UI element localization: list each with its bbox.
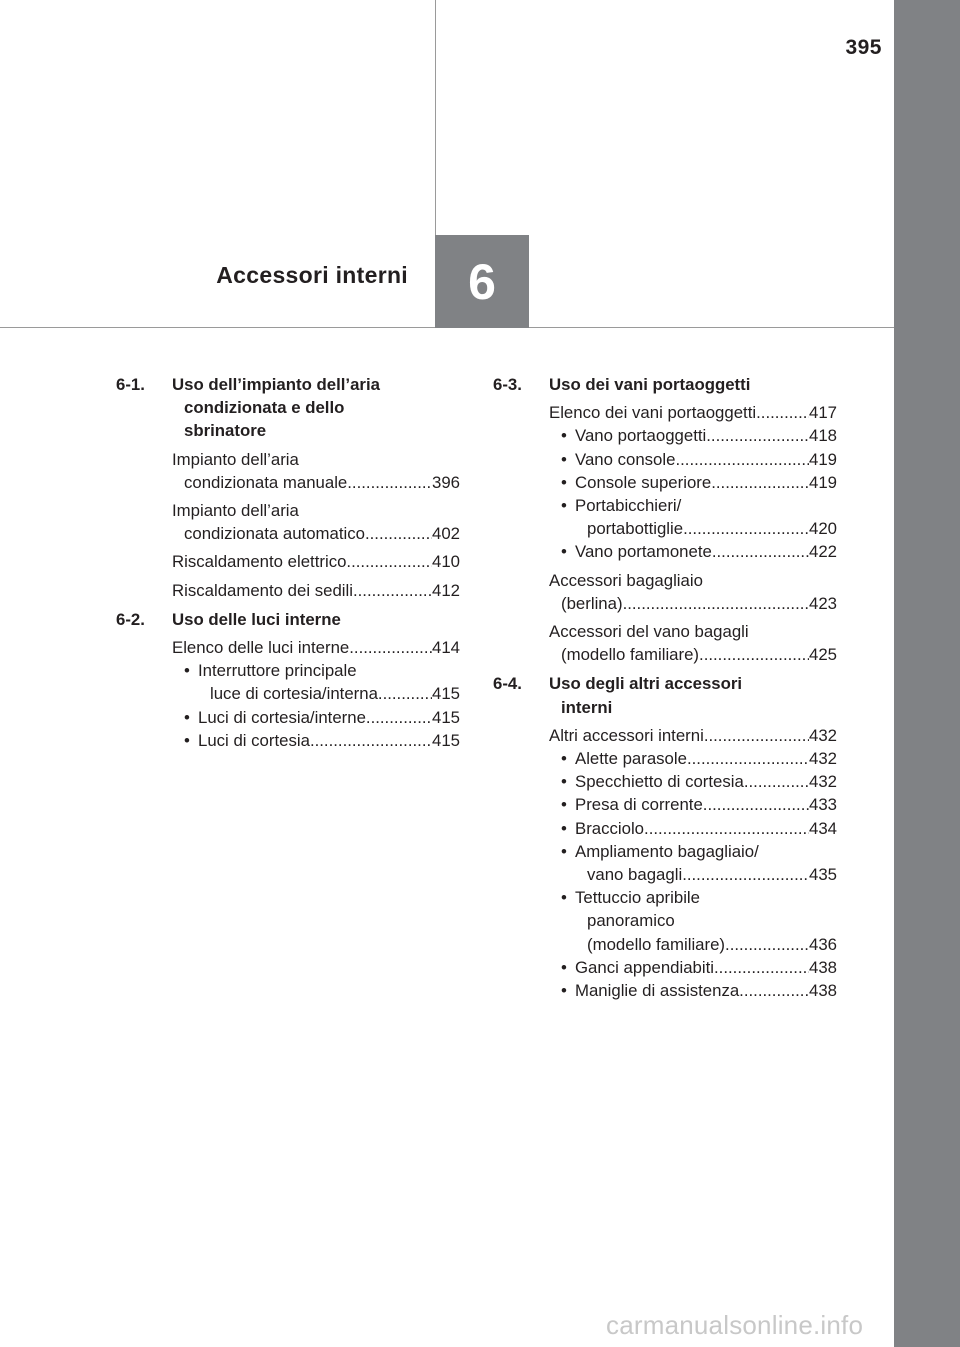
dot-leader bbox=[353, 579, 432, 602]
toc-subentry[interactable] bbox=[561, 979, 837, 1002]
dot-leader bbox=[714, 956, 809, 979]
toc-entry-line bbox=[172, 636, 460, 659]
dot-leader bbox=[347, 471, 432, 494]
toc-subentry-line bbox=[561, 747, 837, 770]
toc-entry-text: Elenco delle luci interne bbox=[172, 638, 350, 658]
toc-subentry-text: Tettuccio apribile bbox=[575, 888, 700, 908]
toc-entry-line bbox=[172, 448, 460, 471]
toc-subentry[interactable] bbox=[561, 747, 837, 770]
toc-subentry-text: Specchietto di cortesia bbox=[575, 772, 744, 792]
page-ref: 432 bbox=[809, 725, 837, 745]
dot-leader bbox=[683, 517, 809, 540]
toc-entry-text: (modello familiare) bbox=[561, 645, 700, 665]
toc-subentry[interactable] bbox=[561, 793, 837, 816]
toc-subentry-text: panoramico bbox=[587, 911, 675, 931]
section-number: 6-3. bbox=[493, 375, 522, 394]
toc-entry[interactable] bbox=[172, 499, 460, 545]
watermark-suffix: .info bbox=[813, 1310, 864, 1340]
bullet-icon: • bbox=[561, 496, 567, 516]
toc-subentries bbox=[561, 747, 837, 1002]
watermark-logo[interactable] bbox=[606, 1310, 863, 1341]
dot-leader bbox=[349, 636, 432, 659]
watermark-text: carmanualsonline bbox=[606, 1310, 813, 1340]
section-title-line: sbrinatore bbox=[184, 421, 267, 441]
toc-subentry-line bbox=[184, 659, 460, 682]
dot-leader bbox=[687, 747, 809, 770]
chapter-sidebar-strip bbox=[894, 0, 960, 1347]
toc-entry[interactable] bbox=[172, 579, 460, 602]
section-title bbox=[549, 672, 837, 718]
page-ref: 432 bbox=[809, 772, 837, 792]
page-ref: 419 bbox=[809, 472, 837, 492]
section-title-line: interni bbox=[561, 697, 613, 717]
toc-subentry-line bbox=[561, 933, 837, 956]
bullet-icon: • bbox=[561, 472, 567, 492]
section-number: 6-2. bbox=[116, 609, 145, 629]
toc-subentry[interactable] bbox=[561, 886, 837, 956]
section-title-line: Uso dei vani portaoggetti bbox=[549, 375, 751, 394]
toc-section bbox=[493, 672, 837, 1002]
toc-entry-line bbox=[549, 592, 837, 615]
dot-leader bbox=[711, 471, 809, 494]
toc-subentry-text: portabottiglie bbox=[587, 519, 684, 539]
page-ref: 410 bbox=[432, 552, 460, 572]
dot-leader bbox=[675, 448, 809, 471]
toc-entry-line bbox=[549, 724, 837, 747]
bullet-icon: • bbox=[561, 542, 567, 562]
bullet-icon: • bbox=[561, 957, 567, 977]
dot-leader bbox=[704, 724, 809, 747]
bullet-icon: • bbox=[561, 841, 567, 861]
section-heading[interactable] bbox=[116, 373, 460, 443]
dot-leader bbox=[699, 643, 809, 666]
toc-subentry[interactable] bbox=[561, 956, 837, 979]
toc-entry-text: Riscaldamento dei sedili bbox=[172, 580, 353, 600]
page-ref: 433 bbox=[809, 795, 837, 815]
bullet-icon: • bbox=[561, 449, 567, 469]
toc-subentry[interactable] bbox=[184, 729, 460, 752]
toc-subentry-text: Ganci appendiabiti bbox=[575, 957, 715, 977]
toc-entry-text: Accessori bagagliaio bbox=[549, 570, 703, 590]
toc-subentry-line bbox=[561, 817, 837, 840]
page-ref: 422 bbox=[809, 542, 837, 562]
toc-entry-text: condizionata manuale bbox=[184, 472, 348, 492]
toc-subentry-line bbox=[561, 909, 837, 932]
dot-leader bbox=[310, 729, 432, 752]
toc-subentry-line bbox=[184, 682, 460, 705]
toc-subentry[interactable] bbox=[561, 471, 837, 494]
section-title-line: Uso degli altri accessori bbox=[549, 674, 743, 694]
page-ref: 418 bbox=[809, 426, 837, 446]
section-title-line: Uso delle luci interne bbox=[172, 609, 341, 629]
chapter-number-box: 6 bbox=[435, 235, 529, 328]
toc-entry[interactable] bbox=[549, 401, 837, 563]
bullet-icon: • bbox=[184, 730, 190, 750]
toc-subentry-line bbox=[561, 979, 837, 1002]
toc-entry[interactable] bbox=[172, 636, 460, 752]
toc-entry-line bbox=[172, 550, 460, 573]
toc-entry-line bbox=[549, 569, 837, 592]
page-ref: 412 bbox=[432, 580, 460, 600]
toc-subentry[interactable] bbox=[561, 448, 837, 471]
section-number: 6-1. bbox=[116, 375, 145, 394]
dot-leader bbox=[644, 817, 809, 840]
toc-subentry-text: Maniglie di assistenza bbox=[575, 981, 740, 1001]
toc-entry-line bbox=[172, 499, 460, 522]
toc-subentry-line bbox=[561, 770, 837, 793]
toc-entry-text: Impianto dell’aria bbox=[172, 449, 299, 469]
toc-subentry[interactable] bbox=[561, 424, 837, 447]
toc-entry-line bbox=[549, 643, 837, 666]
toc-subentry-text: Portabicchieri/ bbox=[575, 496, 682, 516]
toc-subentry[interactable] bbox=[184, 659, 460, 705]
toc-entry-line bbox=[549, 620, 837, 643]
page-ref: 434 bbox=[809, 818, 837, 838]
toc-subentry-line bbox=[561, 494, 837, 517]
dot-leader bbox=[623, 592, 809, 615]
toc-subentry-text: (modello familiare) bbox=[587, 934, 726, 954]
bullet-icon: • bbox=[184, 661, 190, 681]
page-ref: 419 bbox=[809, 449, 837, 469]
section-heading[interactable] bbox=[116, 608, 460, 631]
bullet-icon: • bbox=[561, 818, 567, 838]
toc-subentry-text: Console superiore bbox=[575, 472, 712, 492]
toc-subentry-text: Presa di corrente bbox=[575, 795, 703, 815]
toc-subentry-text: Vano console bbox=[575, 449, 676, 469]
page-ref: 423 bbox=[809, 593, 837, 613]
page-number: 395 bbox=[845, 36, 882, 59]
dot-leader bbox=[706, 424, 809, 447]
toc-entry-text: Elenco dei vani portaoggetti bbox=[549, 403, 757, 423]
toc-entry-text: Altri accessori interni bbox=[549, 725, 704, 745]
toc-subentry[interactable] bbox=[561, 817, 837, 840]
dot-leader bbox=[365, 522, 432, 545]
page-ref: 436 bbox=[809, 934, 837, 954]
toc-entry[interactable] bbox=[172, 550, 460, 573]
toc-subentry[interactable] bbox=[184, 706, 460, 729]
toc-entry-line bbox=[172, 522, 460, 545]
toc-subentry[interactable] bbox=[561, 770, 837, 793]
section-title-line: Uso dell’impianto dell’aria bbox=[172, 375, 380, 394]
toc-subentry[interactable] bbox=[561, 540, 837, 563]
section-title bbox=[172, 373, 460, 443]
dot-leader bbox=[703, 793, 809, 816]
page-ref: 420 bbox=[809, 519, 837, 539]
dot-leader bbox=[378, 682, 432, 705]
bullet-icon: • bbox=[561, 426, 567, 446]
page-ref: 438 bbox=[809, 981, 837, 1001]
toc-column-left bbox=[116, 373, 460, 758]
toc-subentry-text: Luci di cortesia bbox=[198, 730, 310, 750]
bullet-icon: • bbox=[561, 749, 567, 769]
toc-subentry-line bbox=[561, 424, 837, 447]
section-title-line: condizionata e dello bbox=[184, 398, 345, 418]
dot-leader bbox=[744, 770, 809, 793]
toc-subentry-line bbox=[561, 517, 837, 540]
toc-subentry-text: Vano portaoggetti bbox=[575, 426, 707, 446]
toc-subentry-line bbox=[561, 863, 837, 886]
bullet-icon: • bbox=[561, 888, 567, 908]
page-ref: 402 bbox=[432, 524, 460, 544]
page-ref: 415 bbox=[432, 730, 460, 750]
toc-subentry-line bbox=[561, 793, 837, 816]
toc-subentry-text: Bracciolo bbox=[575, 818, 645, 838]
toc-entry-text: Riscaldamento elettrico bbox=[172, 552, 347, 572]
toc-subentry-line bbox=[561, 471, 837, 494]
dot-leader bbox=[725, 933, 809, 956]
toc-subentry-line bbox=[561, 840, 837, 863]
page-ref: 438 bbox=[809, 957, 837, 977]
toc-subentry-line bbox=[561, 540, 837, 563]
page-ref: 415 bbox=[432, 707, 460, 727]
toc-subentry[interactable] bbox=[561, 494, 837, 540]
toc-subentry-text: Alette parasole bbox=[575, 749, 687, 769]
toc-entry-text: (berlina) bbox=[561, 593, 623, 613]
section-title bbox=[549, 373, 837, 396]
toc-entry[interactable] bbox=[549, 724, 837, 1002]
toc-subentry-text: luce di cortesia/interna bbox=[210, 684, 378, 704]
toc-entry-line bbox=[172, 471, 460, 494]
toc-subentry-line bbox=[561, 886, 837, 909]
page-ref: 425 bbox=[809, 645, 837, 665]
toc-subentry-text: vano bagagli bbox=[587, 865, 683, 885]
section-number: 6-4. bbox=[493, 674, 522, 694]
toc-subentries bbox=[184, 659, 460, 752]
toc-subentry-line bbox=[184, 729, 460, 752]
vertical-divider bbox=[435, 0, 436, 235]
toc-subentry-text: Ampliamento bagagliaio/ bbox=[575, 841, 759, 861]
toc-subentry-line bbox=[184, 706, 460, 729]
bullet-icon: • bbox=[184, 707, 190, 727]
toc-entry[interactable] bbox=[172, 448, 460, 494]
bullet-icon: • bbox=[561, 795, 567, 815]
toc-column-right bbox=[493, 373, 837, 1008]
section-heading[interactable] bbox=[493, 373, 837, 396]
toc-subentry-text: Luci di cortesia/interne bbox=[198, 707, 366, 727]
toc-entry[interactable] bbox=[549, 569, 837, 615]
dot-leader bbox=[366, 706, 432, 729]
page-ref: 432 bbox=[809, 749, 837, 769]
toc-section bbox=[116, 373, 460, 602]
bullet-icon: • bbox=[561, 981, 567, 1001]
page-ref: 417 bbox=[809, 403, 837, 423]
toc-subentry-line bbox=[561, 956, 837, 979]
dot-leader bbox=[682, 863, 809, 886]
toc-section bbox=[116, 608, 460, 752]
page-ref: 415 bbox=[432, 684, 460, 704]
dot-leader bbox=[756, 401, 809, 424]
toc-entry-text: Impianto dell’aria bbox=[172, 501, 299, 521]
chapter-title: Accessori interni bbox=[216, 262, 408, 288]
dot-leader bbox=[712, 540, 809, 563]
toc-entry-line bbox=[549, 401, 837, 424]
toc-subentry-text: Vano portamonete bbox=[575, 542, 712, 562]
page-ref: 414 bbox=[432, 638, 460, 658]
toc-subentry[interactable] bbox=[561, 840, 837, 886]
toc-subentry-line bbox=[561, 448, 837, 471]
toc-entry-text: Accessori del vano bagagli bbox=[549, 622, 749, 642]
toc-subentry-text: Interruttore principale bbox=[198, 661, 357, 681]
toc-subentries bbox=[561, 424, 837, 563]
toc-entry[interactable] bbox=[549, 620, 837, 666]
toc-entry-text: condizionata automatico bbox=[184, 524, 365, 544]
page-ref: 435 bbox=[809, 865, 837, 885]
section-heading[interactable] bbox=[493, 672, 837, 718]
dot-leader bbox=[346, 550, 432, 573]
toc-section bbox=[493, 373, 837, 666]
dot-leader bbox=[739, 979, 809, 1002]
bullet-icon: • bbox=[561, 772, 567, 792]
toc-entry-line bbox=[172, 579, 460, 602]
section-title bbox=[172, 608, 460, 631]
page-ref: 396 bbox=[432, 472, 460, 492]
